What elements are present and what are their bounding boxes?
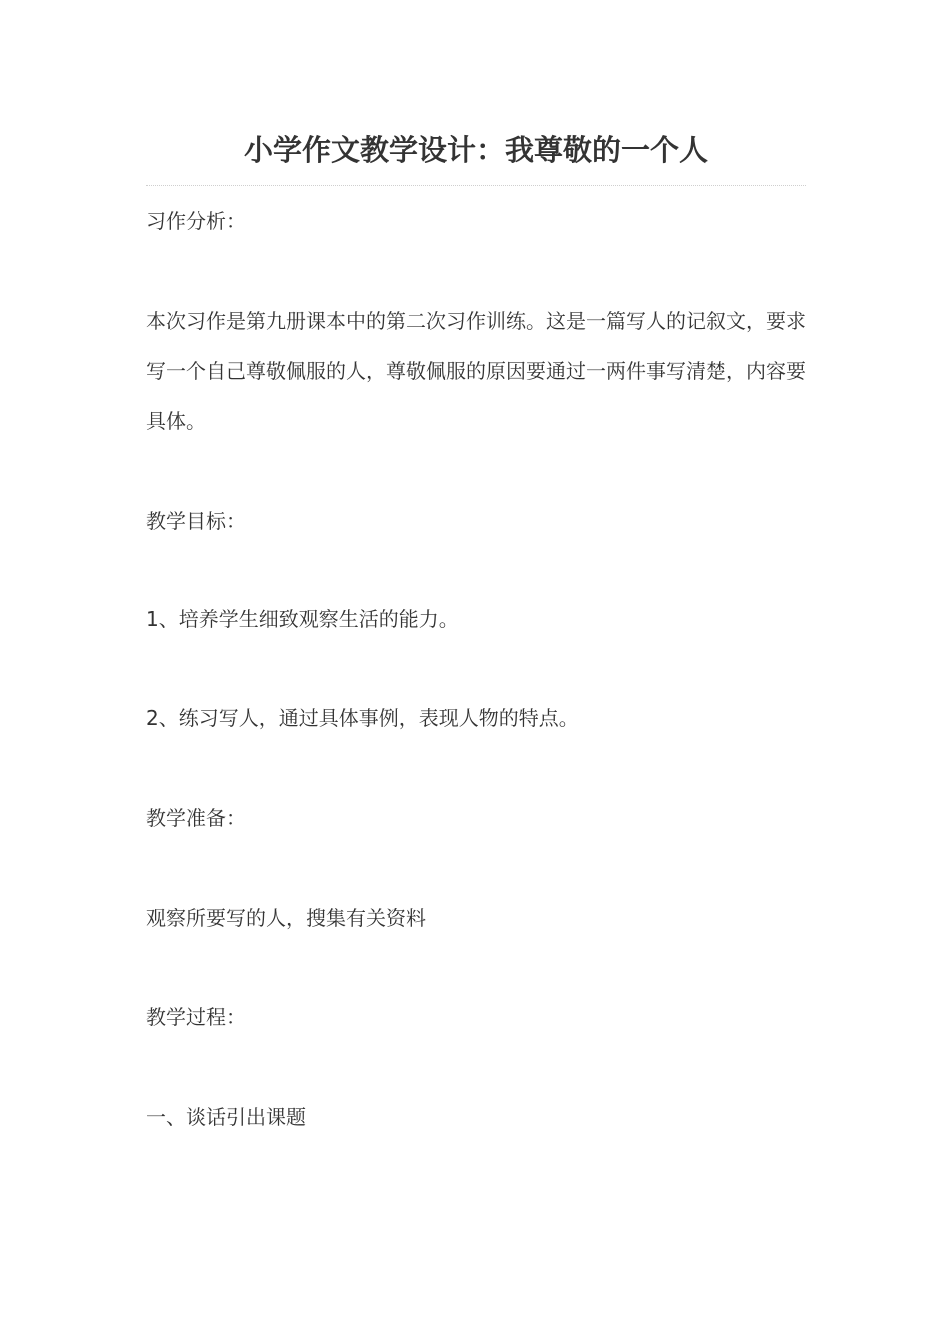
analysis-paragraph: 本次习作是第九册课本中的第二次习作训练。这是一篇写人的记叙文，要求写一个自己尊敬佩服的人，尊敬佩服的原因要通过一两件事写清楚，内容要具体。 [146,309,806,433]
goal-item-1: 1、培养学生细致观察生活的能力。 [146,607,459,631]
title-divider [146,185,806,186]
document-title: 小学作文教学设计：我尊敬的一个人 [243,133,708,167]
document-page [146,0,806,1344]
section-heading-preparation: 教学准备： [146,806,246,830]
preparation-paragraph: 观察所要写的人，搜集有关资料 [146,906,426,930]
section-heading-analysis: 习作分析： [146,209,246,233]
process-step-1: 一、谈话引出课题 [146,1105,306,1129]
section-heading-goals: 教学目标： [146,509,246,533]
section-heading-process: 教学过程： [146,1005,246,1029]
goal-item-2: 2、练习写人，通过具体事例，表现人物的特点。 [146,706,579,730]
